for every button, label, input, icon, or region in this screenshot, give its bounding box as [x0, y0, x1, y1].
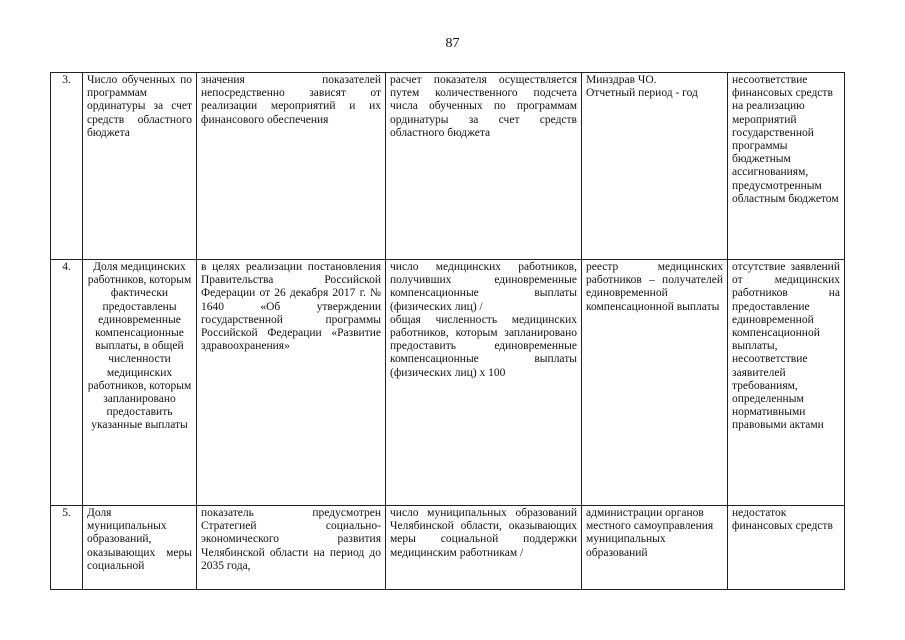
method-cell: число муниципальных образований Челябинской области, оказывающих меры социальной поддержки медицинским работникам /: [386, 506, 582, 590]
page-bottom-cutoff: [0, 596, 905, 640]
method-numerator: число медицинских работников, получивших единовременные компенсационные выплаты (физических лиц) /: [390, 261, 577, 313]
source-line: реестр медицинских работников – получателей единовременной компенсационной выплаты: [586, 261, 723, 313]
method-denominator: общая численность медицинских работников, которым запланировано предоставить единовременные компенсационные выплаты (физических лиц) х 100: [390, 313, 577, 379]
risks-cell: несоответствие финансовых средств на реализацию мероприятий государственной программы бюджетным ассигнованиям, предусмотренным областным бюджетом: [728, 73, 845, 260]
risks-cell: недостаток финансовых средств: [728, 506, 845, 590]
source-line: Отчетный период - год: [586, 87, 698, 100]
table-row: [51, 260, 845, 506]
indicators-table: [50, 72, 845, 590]
basis-cell: значения показателей непосредственно зависят от реализации мероприятий и их финансового обеспечения: [197, 73, 386, 260]
table-row: [51, 73, 845, 260]
basis-cell: показатель предусмотрен Стратегией социально-экономического развития Челябинской области на период до 2035 года,: [197, 506, 386, 590]
source-cell: [582, 73, 728, 260]
indicator-cell: Доля муниципальных образований, оказывающих меры социальной: [83, 506, 197, 590]
method-cell: [386, 260, 582, 506]
source-line: администрации органов местного самоуправления муниципальных образований: [586, 507, 714, 559]
source-cell: [582, 260, 728, 506]
row-number: 5.: [51, 506, 83, 590]
method-cell: расчет показателя осуществляется путем количественного подсчета числа обученных по программам ординатуры за счет средств областного бюджета: [386, 73, 582, 260]
row-number: 3.: [51, 73, 83, 260]
basis-cell: в целях реализации постановления Правительства Российской Федерации от 26 декабря 2017 г. № 1640 «Об утверждении государственной программы Российской Федерации «Развитие здравоохранения»: [197, 260, 386, 506]
indicator-cell: Доля медицинских работников, которым фактически предоставлены единовременные компенсационные выплаты, в общей численности медицинских работников, которым запланировано предоставить указанные выплаты: [83, 260, 197, 506]
source-cell: [582, 506, 728, 590]
risks-cell: отсутствие заявлений от медицинских работников на предоставление единовременной компенсационной выплаты, несоответствие заявителей требованиям, определенным нормативными правовыми актами: [728, 260, 845, 506]
table-row: [51, 506, 845, 590]
indicator-cell: Число обученных по программам ординатуры за счет средств областного бюджета: [83, 73, 197, 260]
source-line: Минздрав ЧО.: [586, 74, 657, 86]
row-number: 4.: [51, 260, 83, 506]
page-number: 87: [445, 36, 460, 51]
